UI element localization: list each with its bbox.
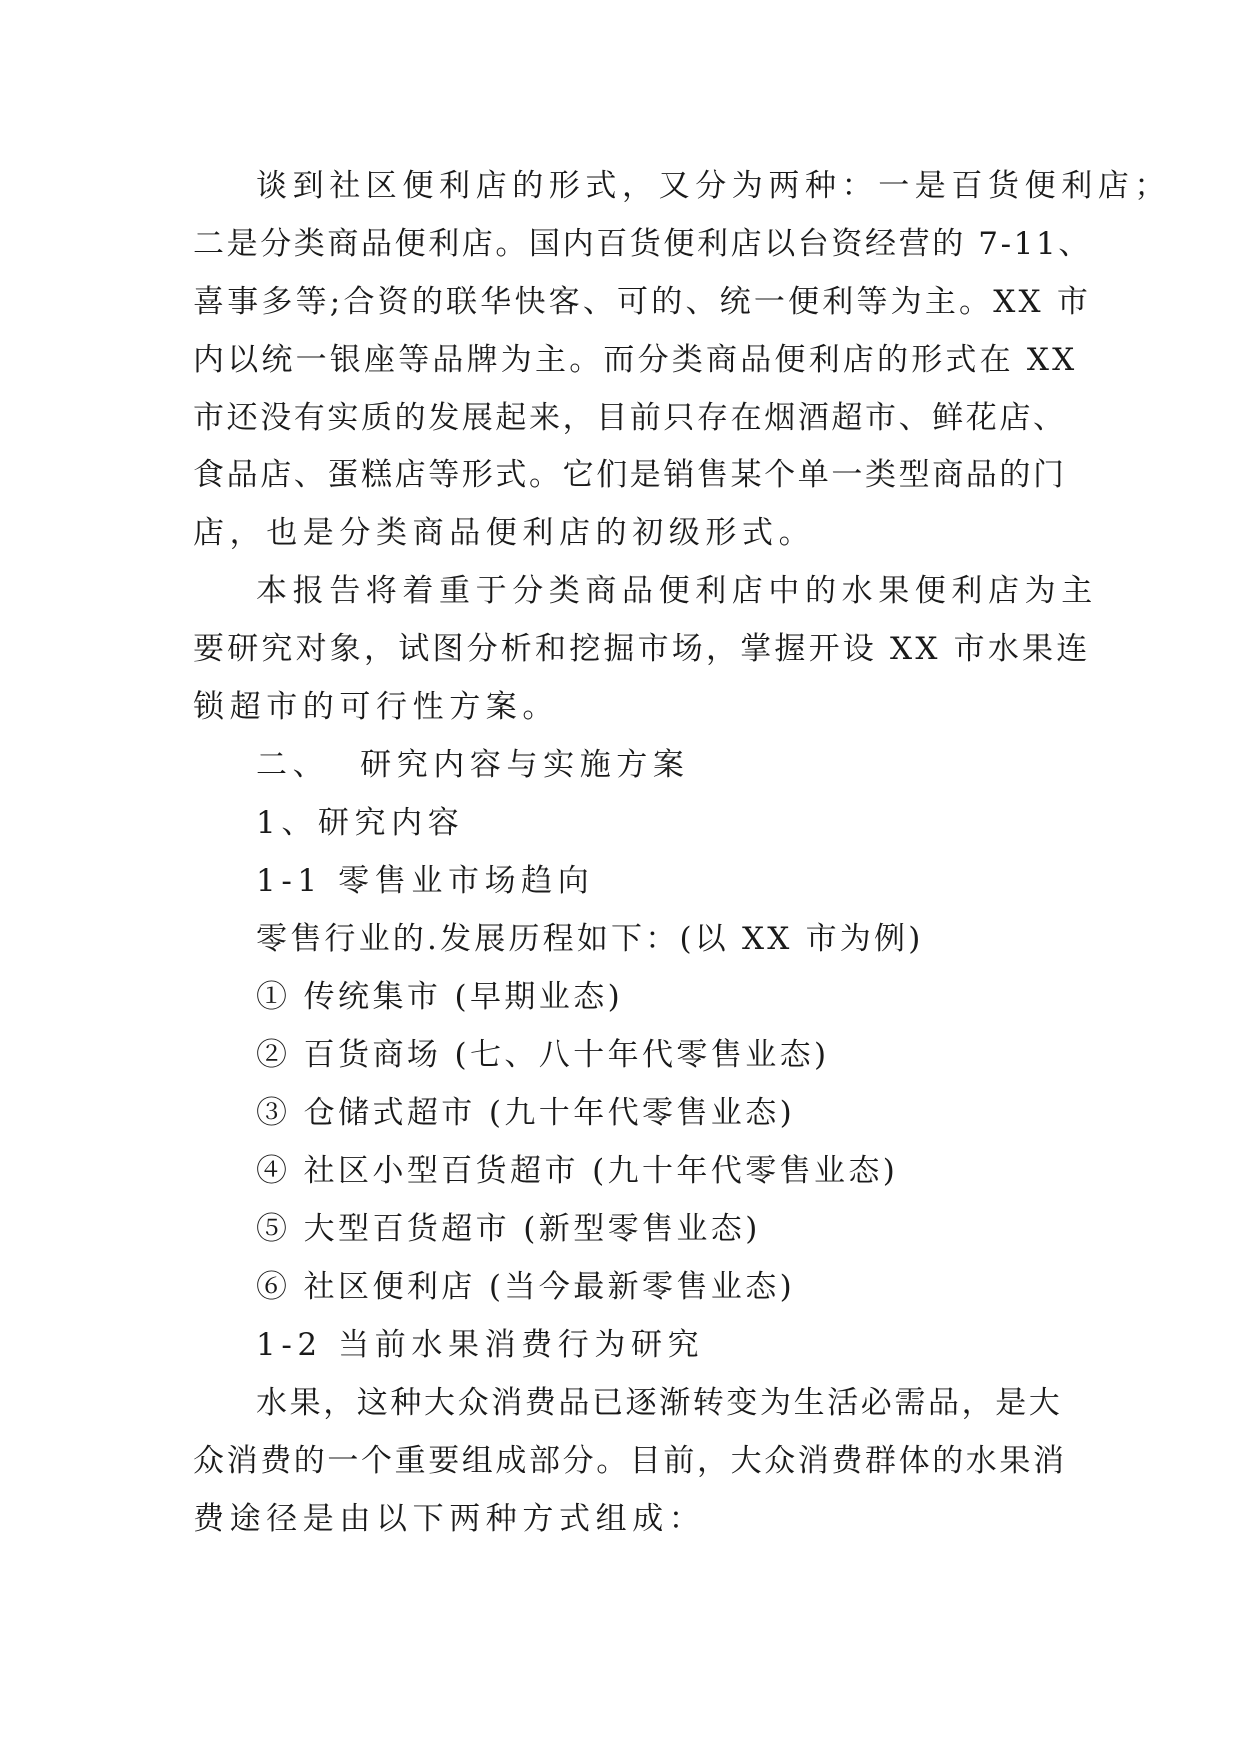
paragraph-1-line-7: 店，也是分类商品便利店的初级形式。 — [193, 515, 816, 551]
paragraph-3-line-3: 费途径是由以下两种方式组成： — [193, 1501, 706, 1537]
subsubsection-heading-2: 1-2 当前水果消费行为研究 — [256, 1327, 705, 1363]
list-item: ② 百货商场 (七、八十年代零售业态) — [256, 1037, 830, 1073]
paragraph-1-line-4: 内以统一银座等品牌为主。而分类商品便利店的形式在 XX — [193, 342, 1078, 378]
list-item: ④ 社区小型百货超市 (九十年代零售业态) — [256, 1153, 899, 1189]
list-item: ③ 仓储式超市 (九十年代零售业态) — [256, 1095, 796, 1131]
list-item: ⑤ 大型百货超市 (新型零售业态) — [256, 1211, 761, 1247]
paragraph-2-line-2: 要研究对象，试图分析和挖掘市场，掌握开设 XX 市水果连 — [193, 631, 1091, 667]
paragraph-3-line-2: 众消费的一个重要组成部分。目前，大众消费群体的水果消 — [193, 1443, 1067, 1479]
subsection-heading: 1、研究内容 — [256, 805, 465, 841]
paragraph-3-line-1: 水果，这种大众消费品已逐渐转变为生活必需品，是大 — [256, 1385, 1063, 1421]
paragraph-2-line-3: 锁超市的可行性方案。 — [193, 689, 559, 725]
subsubsection-heading-1: 1-1 零售业市场趋向 — [256, 863, 595, 899]
section-heading: 二、 研究内容与实施方案 — [256, 747, 690, 783]
paragraph-1-line-6: 食品店、蛋糕店等形式。它们是销售某个单一类型商品的门 — [193, 457, 1067, 493]
paragraph-1-line-1: 谈到社区便利店的形式，又分为两种：一是百货便利店； — [256, 168, 1171, 204]
paragraph-1-line-3: 喜事多等;合资的联华快客、可的、统一便利等为主。XX 市 — [193, 284, 1092, 320]
paragraph-1-line-2: 二是分类商品便利店。国内百货便利店以台资经营的 7-11、 — [193, 226, 1092, 262]
paragraph-1-line-5: 市还没有实质的发展起来，目前只存在烟酒超市、鲜花店、 — [193, 400, 1067, 436]
list-item: ⑥ 社区便利店 (当今最新零售业态) — [256, 1269, 796, 1305]
list-intro: 零售行业的.发展历程如下：(以 XX 市为例) — [256, 921, 924, 957]
paragraph-2-line-1: 本报告将着重于分类商品便利店中的水果便利店为主 — [256, 573, 1098, 609]
list-item: ① 传统集市 (早期业态) — [256, 979, 624, 1015]
